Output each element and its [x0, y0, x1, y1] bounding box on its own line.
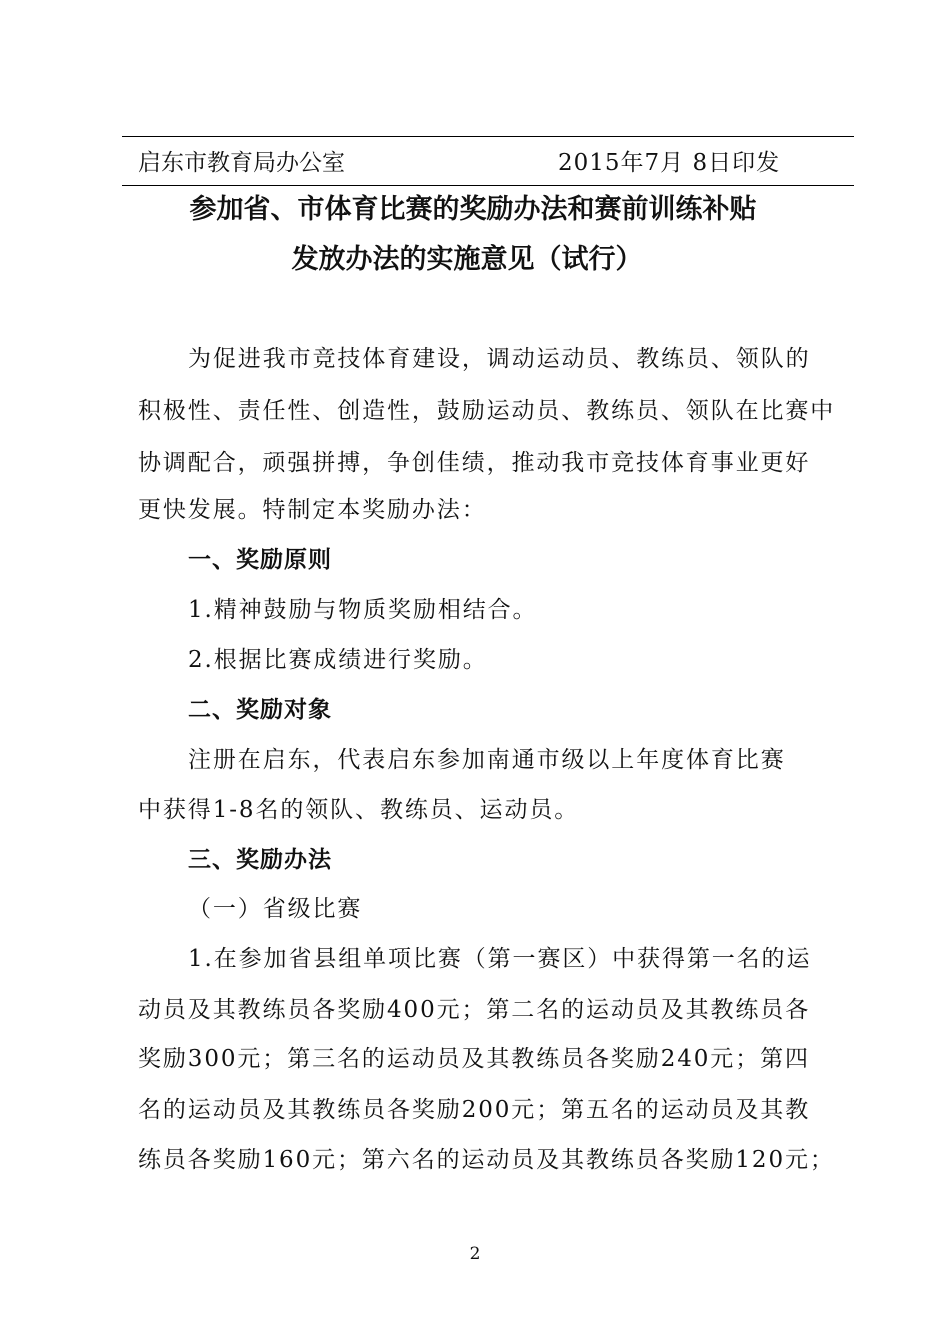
document-title-line-1: 参加省、市体育比赛的奖励办法和赛前训练补贴 [189, 194, 757, 225]
section-heading-methods: 三、奖励办法 [188, 847, 332, 873]
document-title-line-2: 发放办法的实施意见（试行） [291, 244, 643, 275]
header-bottom-rule [122, 185, 854, 186]
intro-line: 为促进我市竞技体育建设，调动运动员、教练员、领队的 [188, 346, 811, 372]
intro-line: 更快发展。特制定本奖励办法： [138, 497, 487, 523]
provincial-item-line: 1.在参加省县组单项比赛（第一赛区）中获得第一名的运 [188, 946, 812, 972]
section-heading-principles: 一、奖励原则 [188, 547, 332, 573]
principle-item: 2.根据比赛成绩进行奖励。 [188, 647, 488, 673]
section-heading-recipients: 二、奖励对象 [188, 697, 332, 723]
provincial-item-line: 奖励300元；第三名的运动员及其教练员各奖励240元；第四 [138, 1046, 810, 1072]
issue-date: 2015年7月 8日印发 [558, 150, 781, 176]
provincial-item-line: 名的运动员及其教练员各奖励200元；第五名的运动员及其教 [138, 1097, 811, 1123]
issuing-office: 启东市教育局办公室 [138, 150, 345, 176]
provincial-item-line: 动员及其教练员各奖励400元；第二名的运动员及其教练员各 [138, 997, 811, 1023]
recipients-line: 注册在启东，代表启东参加南通市级以上年度体育比赛 [188, 747, 786, 773]
intro-line: 协调配合，顽强拼搏，争创佳绩，推动我市竞技体育事业更好 [138, 450, 811, 476]
sub-heading-provincial: （一）省级比赛 [188, 896, 363, 922]
provincial-item-line: 练员各奖励160元；第六名的运动员及其教练员各奖励120元； [138, 1147, 835, 1173]
header-top-rule [122, 136, 854, 137]
intro-line: 积极性、责任性、创造性，鼓励运动员、教练员、领队在比赛中 [138, 398, 836, 424]
document-header [138, 145, 854, 181]
principle-item: 1.精神鼓励与物质奖励相结合。 [188, 597, 538, 623]
recipients-line: 中获得1-8名的领队、教练员、运动员。 [138, 797, 580, 823]
page-number: 2 [469, 1244, 481, 1264]
